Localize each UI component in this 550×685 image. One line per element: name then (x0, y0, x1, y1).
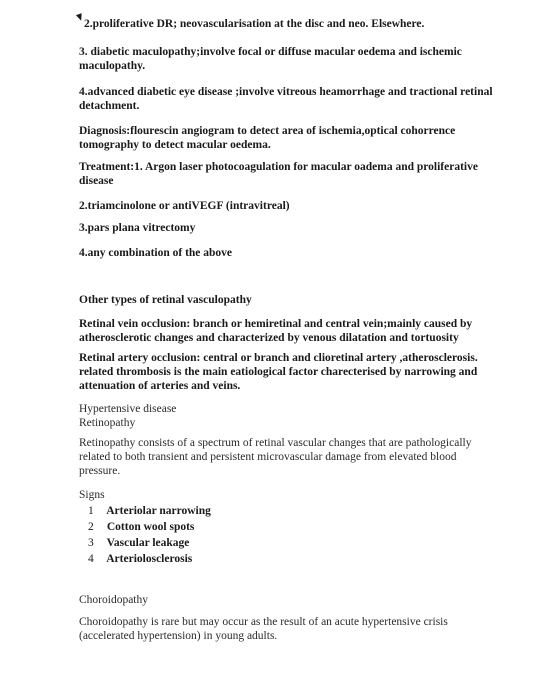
heading-choroidopathy: Choroidopathy (79, 594, 148, 606)
diagnosis-line2: tomography to detect macular oedema. (79, 139, 271, 151)
treatment-line2: disease (79, 175, 114, 187)
heading-retinopathy: Retinopathy (79, 417, 136, 429)
list-item (88, 520, 194, 534)
list-item (88, 552, 192, 566)
sign-number: 2 (88, 521, 94, 533)
treatment-item-3: 3.pars plana vitrectomy (79, 222, 196, 234)
choroidopathy-line1: Choroidopathy is rare but may occur as the result of an acute hypertensive crisis (79, 616, 448, 628)
list-item (88, 536, 189, 550)
rvo-line2: atherosclerotic changes and characterized by venous dilatation and tortuosity (79, 332, 459, 344)
item-advanced-line2: detachment. (79, 100, 140, 112)
sign-label: Arteriolosclerosis (106, 553, 193, 565)
item-maculopathy-line2: maculopathy. (79, 60, 146, 72)
treatment-item-4: 4.any combination of the above (79, 247, 233, 259)
treatment-item-2: 2.triamcinolone or antiVEGF (intravitreal) (79, 200, 290, 212)
retinopathy-para-line2: related to both transient and persistent microvascular damage from elevated blood (79, 451, 457, 463)
rao-line3: attenuation of arteries and veins. (79, 380, 241, 392)
signs-heading: Signs (79, 489, 105, 501)
rvo-line1: Retinal vein occlusion: branch or hemiretinal and central vein;mainly caused by (79, 318, 473, 330)
sign-number: 3 (88, 537, 94, 549)
rao-line2: related thrombosis is the main eatiological factor charecterised by narrowing and (79, 366, 478, 378)
item-proliferative-dr: 2.proliferative DR; neovascularisation at the disc and neo. Elsewhere. (84, 18, 425, 30)
item-advanced-line1: 4.advanced diabetic eye disease ;involve vitreous heamorrhage and tractional retinal (79, 86, 493, 98)
check-mark-icon (76, 13, 84, 22)
item-maculopathy-line1: 3. diabetic maculopathy;involve focal or diffuse macular oedema and ischemic (79, 46, 462, 58)
treatment-line1: Treatment:1. Argon laser photocoagulation for macular oadema and proliferative (79, 161, 478, 173)
list-item (88, 504, 211, 518)
choroidopathy-line2: (accelerated hypertension) in young adults. (79, 630, 278, 642)
sign-label: Vascular leakage (106, 537, 190, 549)
retinopathy-para-line1: Retinopathy consists of a spectrum of retinal vascular changes that are pathologically (79, 437, 472, 449)
section-heading-vasculopathy: Other types of retinal vasculopathy (79, 294, 252, 306)
retinopathy-para-line3: pressure. (79, 465, 121, 477)
sign-number: 1 (88, 505, 94, 517)
sign-label: Arteriolar narrowing (106, 505, 211, 517)
diagnosis-line1: Diagnosis:flourescin angiogram to detect area of ischemia,optical cohorrence (79, 125, 456, 137)
sign-number: 4 (88, 553, 94, 565)
rao-line1: Retinal artery occlusion: central or branch and clioretinal artery ,atherosclerosis. (79, 352, 478, 364)
sign-label: Cotton wool spots (106, 521, 195, 533)
heading-hypertensive-disease: Hypertensive disease (79, 403, 177, 415)
